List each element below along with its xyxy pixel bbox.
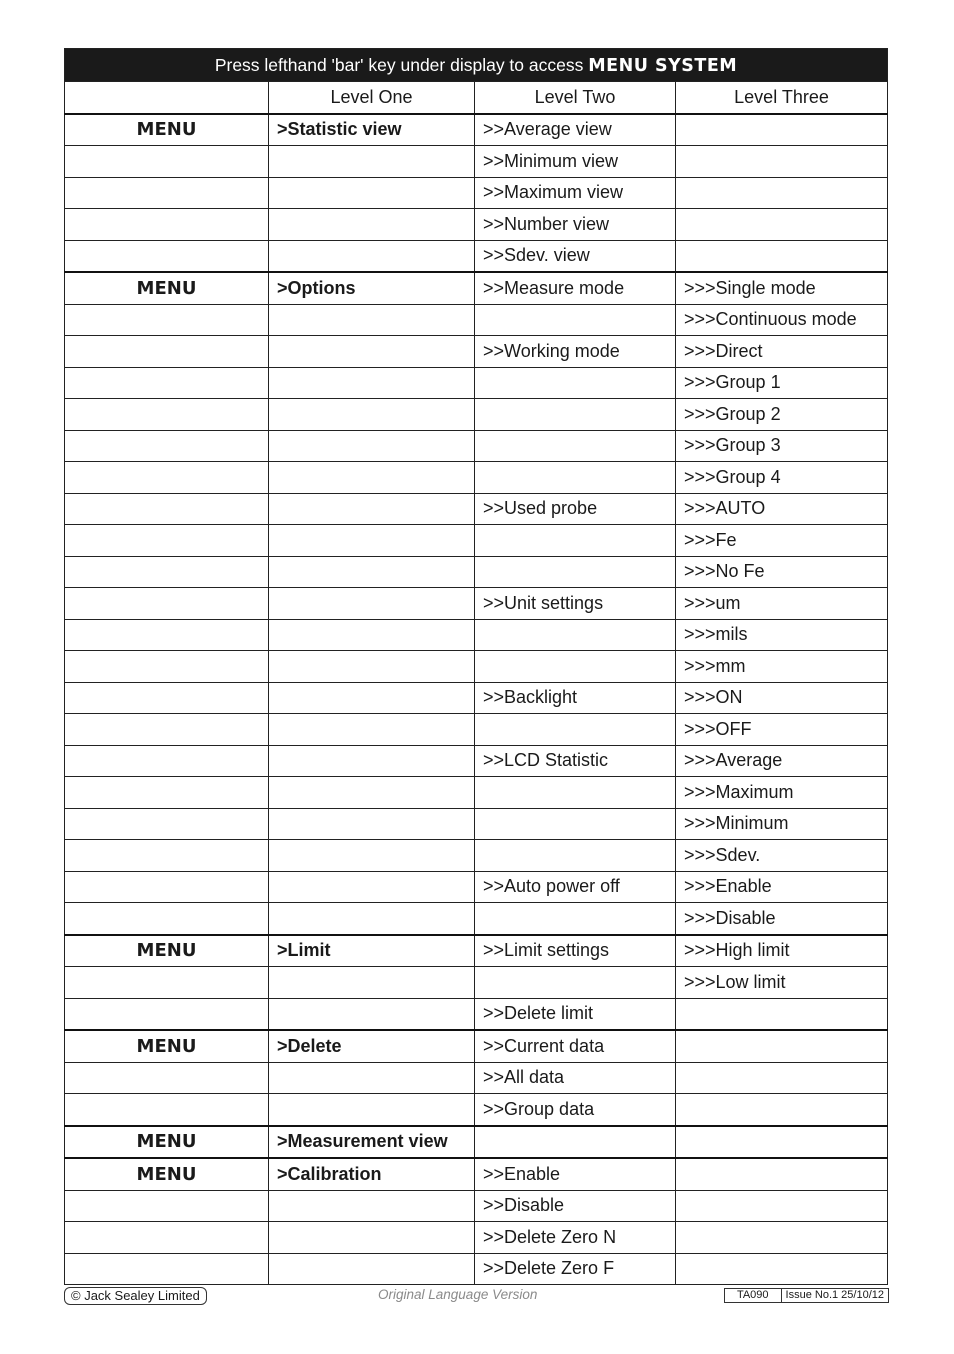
level-three-cell: >>>Low limit [676,967,888,999]
level-one-cell [269,871,475,903]
issue-info: Issue No.1 25/10/12 [785,1289,884,1301]
menu-cell [65,903,269,935]
table-row [65,651,888,683]
menu-cell [65,588,269,620]
level-three-cell [676,1126,888,1159]
menu-cell: MENU [65,935,269,967]
level-two-cell: >>Backlight [475,682,676,714]
level-one-cell [269,493,475,525]
level-two-cell [475,462,676,494]
table-row [65,808,888,840]
level-two-cell: >>Unit settings [475,588,676,620]
level-two-cell [475,556,676,588]
level-three-cell: >>>No Fe [676,556,888,588]
level-one-cell [269,1190,475,1222]
level-two-cell: >>Delete Zero N [475,1222,676,1254]
level-two-cell [475,651,676,683]
level-three-cell [676,998,888,1030]
table-row [65,1126,888,1159]
table-row [65,304,888,336]
level-three-cell: >>>ON [676,682,888,714]
table-row [65,777,888,809]
table-row [65,1062,888,1094]
level-three-cell [676,1190,888,1222]
menu-cell: MENU [65,272,269,304]
table-row [65,1158,888,1190]
level-one-cell [269,777,475,809]
table-row [65,240,888,272]
table-row [65,682,888,714]
level-one-cell [269,1222,475,1254]
table-row [65,840,888,872]
level-three-cell: >>>Enable [676,871,888,903]
level-two-cell: >>Group data [475,1094,676,1126]
level-one-cell [269,209,475,241]
menu-cell: MENU [65,114,269,146]
level-one-cell: >Statistic view [269,114,475,146]
table-row [65,967,888,999]
level-two-cell: >>All data [475,1062,676,1094]
level-two-cell: >>Maximum view [475,177,676,209]
menu-cell: MENU [65,1158,269,1190]
menu-cell [65,1190,269,1222]
level-three-cell [676,114,888,146]
level-three-cell [676,1062,888,1094]
menu-cell [65,146,269,178]
menu-cell: MENU [65,1030,269,1062]
table-row [65,525,888,557]
menu-cell: MENU [65,1126,269,1159]
header-level-one: Level One [269,82,475,114]
level-one-cell [269,714,475,746]
level-two-cell: >>Used probe [475,493,676,525]
menu-system-table [64,48,888,1285]
level-two-cell: >>Delete limit [475,998,676,1030]
menu-cell [65,304,269,336]
menu-cell [65,336,269,368]
level-two-cell: >>Delete Zero F [475,1253,676,1285]
level-two-cell [475,1126,676,1159]
level-three-cell [676,209,888,241]
level-three-cell: >>>OFF [676,714,888,746]
menu-cell [65,967,269,999]
level-one-cell [269,430,475,462]
level-three-cell: >>>Group 4 [676,462,888,494]
level-two-cell [475,808,676,840]
level-two-cell [475,430,676,462]
level-one-cell [269,840,475,872]
level-three-cell: >>>Direct [676,336,888,368]
menu-cell [65,525,269,557]
menu-cell [65,808,269,840]
level-two-cell [475,714,676,746]
level-two-cell: >>Average view [475,114,676,146]
level-one-cell [269,336,475,368]
menu-cell [65,745,269,777]
level-three-cell [676,1094,888,1126]
level-three-cell: >>>Group 3 [676,430,888,462]
level-three-cell [676,1158,888,1190]
level-one-cell [269,998,475,1030]
table-row [65,619,888,651]
level-two-cell [475,304,676,336]
level-one-cell [269,967,475,999]
level-three-cell: >>>mils [676,619,888,651]
table-row [65,935,888,967]
table-row [65,745,888,777]
level-three-cell [676,1253,888,1285]
level-three-cell: >>>mm [676,651,888,683]
menu-cell [65,493,269,525]
level-one-cell [269,588,475,620]
level-three-cell: >>>Sdev. [676,840,888,872]
level-two-cell: >>Limit settings [475,935,676,967]
level-three-cell: >>>Disable [676,903,888,935]
level-three-cell: >>>High limit [676,935,888,967]
banner-emphasis: MENU SYSTEM [588,55,738,76]
copyright: © Jack Sealey Limited [64,1287,207,1305]
header-level-two: Level Two [475,82,676,114]
level-three-cell [676,240,888,272]
level-three-cell: >>>Maximum [676,777,888,809]
menu-cell [65,177,269,209]
level-one-cell [269,619,475,651]
table-row [65,1030,888,1062]
level-two-cell: >>Working mode [475,336,676,368]
menu-cell [65,430,269,462]
level-two-cell: >>Current data [475,1030,676,1062]
menu-cell [65,871,269,903]
level-two-cell: >>Auto power off [475,871,676,903]
level-three-cell: >>>Minimum [676,808,888,840]
menu-cell [65,651,269,683]
table-row [65,493,888,525]
level-two-cell [475,903,676,935]
table-row [65,430,888,462]
level-two-cell [475,840,676,872]
level-one-cell: >Measurement view [269,1126,475,1159]
level-two-cell: >>Sdev. view [475,240,676,272]
table-row [65,114,888,146]
menu-cell [65,1222,269,1254]
level-three-cell: >>>um [676,588,888,620]
menu-cell [65,1253,269,1285]
menu-cell [65,682,269,714]
table-banner [65,49,888,82]
level-one-cell [269,146,475,178]
menu-cell [65,209,269,241]
banner-text: Press lefthand 'bar' key under display to access [214,54,589,75]
level-two-cell: >>Measure mode [475,272,676,304]
level-one-cell: >Delete [269,1030,475,1062]
level-three-cell: >>>Single mode [676,272,888,304]
level-two-cell [475,525,676,557]
table-row [65,462,888,494]
level-one-cell [269,808,475,840]
level-one-cell [269,1062,475,1094]
menu-cell [65,619,269,651]
table-row [65,1253,888,1285]
level-three-cell [676,1030,888,1062]
menu-cell [65,462,269,494]
menu-cell [65,240,269,272]
table-row [65,1190,888,1222]
table-row [65,177,888,209]
table-row [65,146,888,178]
table-row [65,1222,888,1254]
page-footer [64,1287,889,1305]
product-code: TA090 [725,1289,782,1302]
level-two-cell: >>Number view [475,209,676,241]
level-one-cell [269,1094,475,1126]
header-menu [65,82,269,114]
level-two-cell [475,619,676,651]
level-one-cell [269,682,475,714]
table-row [65,556,888,588]
level-three-cell: >>>Fe [676,525,888,557]
menu-cell [65,998,269,1030]
level-one-cell [269,651,475,683]
table-row [65,336,888,368]
level-three-cell: >>>Group 1 [676,367,888,399]
level-two-cell: >>Enable [475,1158,676,1190]
header-level-three: Level Three [676,82,888,114]
table-row [65,903,888,935]
level-two-cell [475,967,676,999]
level-two-cell [475,399,676,431]
level-one-cell [269,462,475,494]
level-one-cell: >Limit [269,935,475,967]
table-row [65,399,888,431]
level-one-cell [269,399,475,431]
table-row [65,998,888,1030]
menu-cell [65,556,269,588]
level-one-cell: >Calibration [269,1158,475,1190]
table-row [65,367,888,399]
level-two-cell: >>Minimum view [475,146,676,178]
level-one-cell [269,240,475,272]
level-three-cell: >>>Group 2 [676,399,888,431]
table-row [65,1094,888,1126]
menu-cell [65,714,269,746]
table-row [65,871,888,903]
level-three-cell: >>>Continuous mode [676,304,888,336]
menu-cell [65,777,269,809]
level-one-cell [269,556,475,588]
level-two-cell [475,777,676,809]
level-three-cell [676,177,888,209]
menu-cell [65,840,269,872]
level-two-cell: >>LCD Statistic [475,745,676,777]
level-one-cell: >Options [269,272,475,304]
level-one-cell [269,304,475,336]
table-row [65,272,888,304]
menu-cell [65,1094,269,1126]
level-one-cell [269,903,475,935]
level-three-cell [676,1222,888,1254]
table-row [65,588,888,620]
menu-cell [65,1062,269,1094]
table-row [65,209,888,241]
menu-cell [65,367,269,399]
level-two-cell [475,367,676,399]
level-one-cell [269,525,475,557]
level-three-cell [676,146,888,178]
document-reference [724,1288,889,1303]
table-row [65,714,888,746]
level-one-cell [269,177,475,209]
level-one-cell [269,745,475,777]
level-three-cell: >>>AUTO [676,493,888,525]
level-two-cell: >>Disable [475,1190,676,1222]
menu-cell [65,399,269,431]
language-note: Original Language Version [378,1287,538,1302]
level-one-cell [269,367,475,399]
level-one-cell [269,1253,475,1285]
level-three-cell: >>>Average [676,745,888,777]
